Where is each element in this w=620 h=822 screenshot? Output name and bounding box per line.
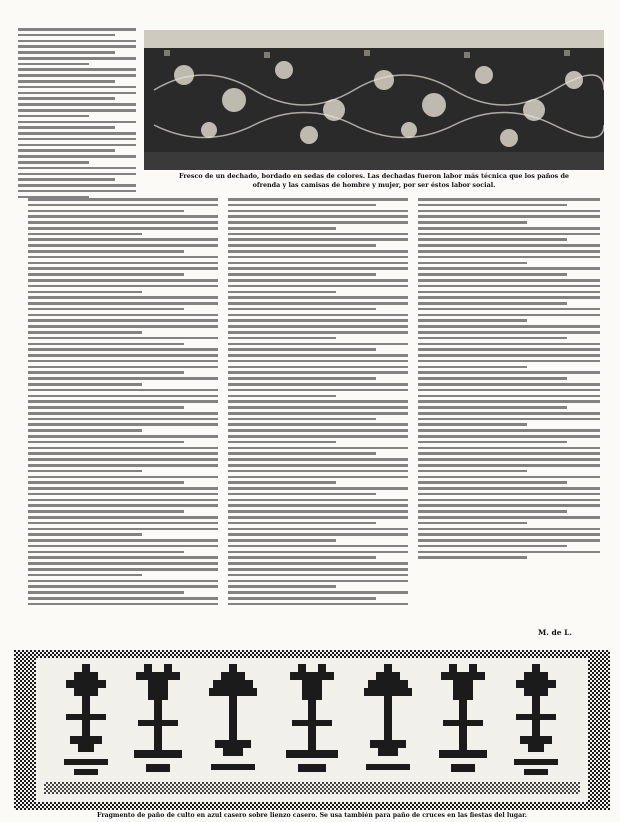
- left-column: [18, 28, 136, 201]
- embroidery-caption: Fragmento de paño de culto en azul casero sobre lienzo casero. Se usa también para paño de cruces en las fiestas del lugar.: [97, 812, 527, 819]
- photo-caption-line2: ofrenda y las camisas de hombre y mujer, por ser éstos labor social.: [252, 180, 496, 189]
- column-3: [418, 198, 600, 562]
- embroidered-sampler-photo: [144, 30, 604, 170]
- column-1: [28, 198, 218, 608]
- embroidery-illustration: [14, 650, 610, 810]
- photo-caption-line1: Fresco de un dechado, bordado en sedas de colores. Las dechadas fueron labor más técnica que los paños de: [179, 172, 569, 180]
- photo-caption: [144, 172, 604, 189]
- column-2: [228, 198, 408, 608]
- author-signature: M. de L.: [538, 628, 573, 637]
